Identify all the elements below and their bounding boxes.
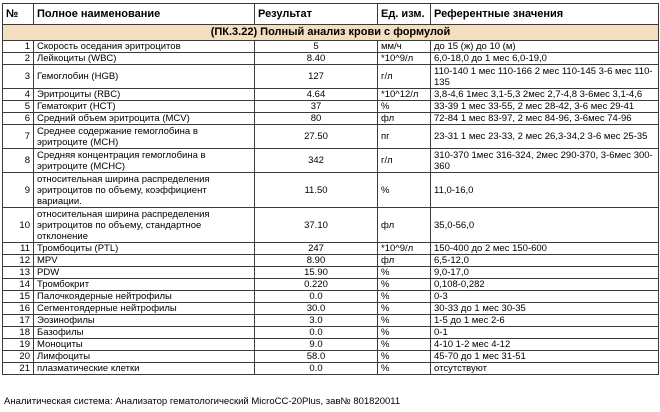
row-reference: 310-370 1мес 316-324, 2мес 290-370, 3-6мес 300-360 (431, 149, 659, 173)
row-reference: 9,0-17,0 (431, 267, 659, 279)
row-number: 14 (3, 279, 34, 291)
row-number: 16 (3, 303, 34, 315)
row-unit: % (378, 291, 431, 303)
table-row (3, 208, 659, 243)
row-reference: 6,5-12,0 (431, 255, 659, 267)
row-unit: % (378, 173, 431, 208)
row-reference: 35,0-56,0 (431, 208, 659, 243)
row-reference: 110-140 1 мес 110-166 2 мес 110-145 3-6 мес 110-135 (431, 65, 659, 89)
row-number: 9 (3, 173, 34, 208)
table-row (3, 173, 659, 208)
row-name: Средняя концентрация гемоглобина в эритроците (MCHC) (34, 149, 255, 173)
row-reference: 11,0-16,0 (431, 173, 659, 208)
row-name: Средний объем эритроцита (MCV) (34, 113, 255, 125)
table-row (3, 279, 659, 291)
row-number: 5 (3, 101, 34, 113)
table-row (3, 65, 659, 89)
row-number: 10 (3, 208, 34, 243)
table-row (3, 255, 659, 267)
row-unit: фл (378, 255, 431, 267)
row-name: Базофилы (34, 327, 255, 339)
row-name: плазматические клетки (34, 363, 255, 375)
row-name: относительная ширина распределения эритроцитов по объему, коэффициент вариации. (34, 173, 255, 208)
row-result: 247 (255, 243, 378, 255)
section-row (3, 25, 659, 41)
row-reference: 45-70 до 1 мес 31-51 (431, 351, 659, 363)
header-ref: Референтные значения (431, 4, 659, 25)
row-name: MPV (34, 255, 255, 267)
row-unit: фл (378, 113, 431, 125)
row-unit: % (378, 303, 431, 315)
row-unit: г/л (378, 149, 431, 173)
row-result: 9.0 (255, 339, 378, 351)
row-number: 17 (3, 315, 34, 327)
row-unit: % (378, 351, 431, 363)
row-result: 342 (255, 149, 378, 173)
row-name: Гемоглобин (HGB) (34, 65, 255, 89)
row-number: 21 (3, 363, 34, 375)
header-result: Результат (255, 4, 378, 25)
table-row (3, 41, 659, 53)
row-result: 3.0 (255, 315, 378, 327)
row-result: 8.40 (255, 53, 378, 65)
row-name: Эритроциты (RBC) (34, 89, 255, 101)
table-row (3, 149, 659, 173)
table-row (3, 267, 659, 279)
row-number: 6 (3, 113, 34, 125)
row-number: 11 (3, 243, 34, 255)
row-name: Среднее содержание гемоглобина в эритроците (MCH) (34, 125, 255, 149)
row-result: 0.0 (255, 291, 378, 303)
row-result: 4.64 (255, 89, 378, 101)
row-result: 58.0 (255, 351, 378, 363)
row-number: 4 (3, 89, 34, 101)
header-num: № (3, 4, 34, 25)
row-number: 2 (3, 53, 34, 65)
row-unit: % (378, 267, 431, 279)
row-name: Сегментоядерные нейтрофилы (34, 303, 255, 315)
row-result: 37 (255, 101, 378, 113)
row-number: 13 (3, 267, 34, 279)
row-reference: 72-84 1 мес 83-97, 2 мес 84-96, 3-6мес 74-96 (431, 113, 659, 125)
row-reference: 1-5 до 1 мес 2-6 (431, 315, 659, 327)
header-unit: Ед. изм. (378, 4, 431, 25)
row-result: 27.50 (255, 125, 378, 149)
row-unit: *10^12/л (378, 89, 431, 101)
row-name: Эозинофилы (34, 315, 255, 327)
row-number: 18 (3, 327, 34, 339)
analyzer-footer: Аналитическая система: Анализатор гематологический MicroCC-20Plus, зав№ 801820011 (4, 396, 401, 407)
table-row (3, 351, 659, 363)
row-reference: 0-3 (431, 291, 659, 303)
row-unit: % (378, 339, 431, 351)
row-name: PDW (34, 267, 255, 279)
row-unit: % (378, 101, 431, 113)
row-unit: % (378, 363, 431, 375)
row-number: 15 (3, 291, 34, 303)
row-reference: 3,8-4,6 1мес 3,1-5,3 2мес 2,7-4,8 3-6мес 3,1-4,6 (431, 89, 659, 101)
table-row (3, 101, 659, 113)
row-name: Тромбоциты (PTL) (34, 243, 255, 255)
table-row (3, 315, 659, 327)
row-result: 15.90 (255, 267, 378, 279)
row-unit: % (378, 279, 431, 291)
row-number: 19 (3, 339, 34, 351)
row-unit: % (378, 315, 431, 327)
row-number: 20 (3, 351, 34, 363)
row-reference: 23-31 1 мес 23-33, 2 мес 26,3-34,2 3-6 мес 25-35 (431, 125, 659, 149)
row-result: 127 (255, 65, 378, 89)
row-name: Палочкоядерные нейтрофилы (34, 291, 255, 303)
header-row (3, 4, 659, 25)
table-row (3, 113, 659, 125)
row-name: Лимфоциты (34, 351, 255, 363)
row-result: 30.0 (255, 303, 378, 315)
row-reference: до 15 (ж) до 10 (м) (431, 41, 659, 53)
row-unit: *10^9/л (378, 53, 431, 65)
row-name: Тромбокрит (34, 279, 255, 291)
row-unit: % (378, 327, 431, 339)
row-result: 0.220 (255, 279, 378, 291)
row-number: 1 (3, 41, 34, 53)
row-name: относительная ширина распределения эритроцитов по объему, стандартное отклонение (34, 208, 255, 243)
row-unit: г/л (378, 65, 431, 89)
header-name: Полное наименование (34, 4, 255, 25)
table-row (3, 89, 659, 101)
table-row (3, 339, 659, 351)
row-result: 11.50 (255, 173, 378, 208)
row-result: 0.0 (255, 327, 378, 339)
blood-test-table (2, 3, 659, 375)
table-row (3, 363, 659, 375)
row-number: 7 (3, 125, 34, 149)
row-reference: 0,108-0,282 (431, 279, 659, 291)
row-reference: 6,0-18,0 до 1 мес 6,0-19,0 (431, 53, 659, 65)
row-result: 80 (255, 113, 378, 125)
row-reference: 0-1 (431, 327, 659, 339)
table-row (3, 291, 659, 303)
table-row (3, 243, 659, 255)
row-number: 12 (3, 255, 34, 267)
row-result: 5 (255, 41, 378, 53)
row-reference: 30-33 до 1 мес 30-35 (431, 303, 659, 315)
row-result: 8.90 (255, 255, 378, 267)
row-reference: 4-10 1-2 мес 4-12 (431, 339, 659, 351)
table-row (3, 53, 659, 65)
row-name: Гематокрит (HCT) (34, 101, 255, 113)
row-name: Моноциты (34, 339, 255, 351)
row-unit: фл (378, 208, 431, 243)
row-unit: пг (378, 125, 431, 149)
row-result: 37.10 (255, 208, 378, 243)
row-number: 8 (3, 149, 34, 173)
table-row (3, 303, 659, 315)
row-result: 0.0 (255, 363, 378, 375)
row-reference: 33-39 1 мес 33-55, 2 мес 28-42, 3-6 мес 29-41 (431, 101, 659, 113)
row-name: Лейкоциты (WBC) (34, 53, 255, 65)
row-number: 3 (3, 65, 34, 89)
table-row (3, 125, 659, 149)
row-reference: отсутствуют (431, 363, 659, 375)
section-title: (ПК.3.22) Полный анализ крови с формулой (3, 25, 659, 41)
row-unit: *10^9/л (378, 243, 431, 255)
row-unit: мм/ч (378, 41, 431, 53)
table-row (3, 327, 659, 339)
row-name: Скорость оседания эритроцитов (34, 41, 255, 53)
row-reference: 150-400 до 2 мес 150-600 (431, 243, 659, 255)
